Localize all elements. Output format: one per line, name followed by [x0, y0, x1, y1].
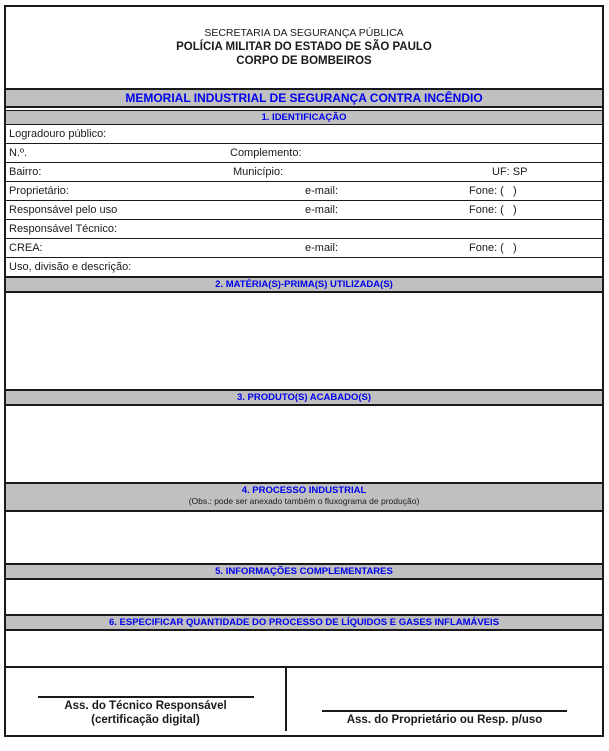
- label-email-responsavel-uso: e-mail:: [305, 204, 339, 216]
- label-email-proprietario: e-mail:: [305, 185, 339, 197]
- label-responsavel-uso: Responsável pelo uso: [9, 204, 118, 216]
- signature-cell-owner[interactable]: [287, 668, 602, 731]
- row-proprietario[interactable]: [6, 182, 602, 201]
- signature-footer: [6, 666, 602, 731]
- row-bairro-municipio-uf[interactable]: [6, 163, 602, 182]
- label-municipio: Município:: [233, 166, 284, 178]
- label-complemento: Complemento:: [230, 147, 302, 159]
- signature-line-owner: [322, 710, 567, 712]
- letterhead-policia-militar: POLÍCIA MILITAR DO ESTADO DE SÃO PAULO: [176, 41, 432, 53]
- letterhead: [6, 7, 602, 88]
- row-responsavel-tecnico[interactable]: [6, 220, 602, 239]
- label-uso-divisao: Uso, divisão e descrição:: [9, 261, 132, 273]
- section-4-input-area[interactable]: [6, 512, 602, 563]
- signature-label-digital-cert: (certificação digital): [91, 714, 200, 726]
- letterhead-secretaria: SECRETARIA DA SEGURANÇA PÚBLICA: [204, 27, 404, 39]
- row-numero-complemento[interactable]: [6, 144, 602, 163]
- label-crea: CREA:: [9, 242, 43, 254]
- label-fone-crea: Fone: ( ): [469, 242, 517, 254]
- section-2-heading: 2. MATÉRIA(S)-PRIMA(S) UTILIZADA(S): [6, 276, 602, 293]
- section-3-input-area[interactable]: [6, 406, 602, 482]
- section-4-note: (Obs.: pode ser anexado também o fluxograma de produção): [188, 496, 420, 506]
- section-5-heading: 5. INFORMAÇÕES COMPLEMENTARES: [6, 563, 602, 580]
- label-numero: N.º.: [9, 147, 28, 159]
- signature-line-technician: [38, 696, 254, 698]
- section-4-heading: 4. PROCESSO INDUSTRIAL: [241, 485, 367, 496]
- label-fone-responsavel-uso: Fone: ( ): [469, 204, 517, 216]
- signature-label-technician: Ass. do Técnico Responsável: [64, 700, 227, 712]
- row-responsavel-uso[interactable]: [6, 201, 602, 220]
- label-logradouro: Logradouro público:: [9, 128, 107, 140]
- section-6-input-area[interactable]: [6, 631, 602, 666]
- section-2-input-area[interactable]: [6, 293, 602, 389]
- fire-safety-memorial-form: [4, 5, 604, 737]
- section-6-heading: 6. ESPECIFICAR QUANTIDADE DO PROCESSO DE LÍQUIDOS E GASES INFLAMÁVEIS: [6, 614, 602, 631]
- identification-table: [6, 125, 602, 276]
- row-crea[interactable]: [6, 239, 602, 258]
- label-proprietario: Proprietário:: [9, 185, 69, 197]
- label-fone-proprietario: Fone: ( ): [469, 185, 517, 197]
- signature-cell-technician[interactable]: [6, 668, 287, 731]
- section-3-heading: 3. PRODUTO(S) ACABADO(S): [6, 389, 602, 406]
- form-title: MEMORIAL INDUSTRIAL DE SEGURANÇA CONTRA INCÊNDIO: [6, 88, 602, 108]
- section-4-heading-band: [6, 482, 602, 512]
- section-1-heading: 1. IDENTIFICAÇÃO: [6, 110, 602, 125]
- letterhead-corpo-bombeiros: CORPO DE BOMBEIROS: [236, 55, 372, 67]
- label-responsavel-tecnico: Responsável Técnico:: [9, 223, 118, 235]
- signature-label-owner: Ass. do Proprietário ou Resp. p/uso: [346, 714, 543, 726]
- row-logradouro[interactable]: [6, 125, 602, 144]
- row-uso-divisao[interactable]: [6, 258, 602, 276]
- label-email-crea: e-mail:: [305, 242, 339, 254]
- label-bairro: Bairro:: [9, 166, 42, 178]
- section-5-input-area[interactable]: [6, 580, 602, 614]
- label-uf: UF: SP: [492, 166, 528, 178]
